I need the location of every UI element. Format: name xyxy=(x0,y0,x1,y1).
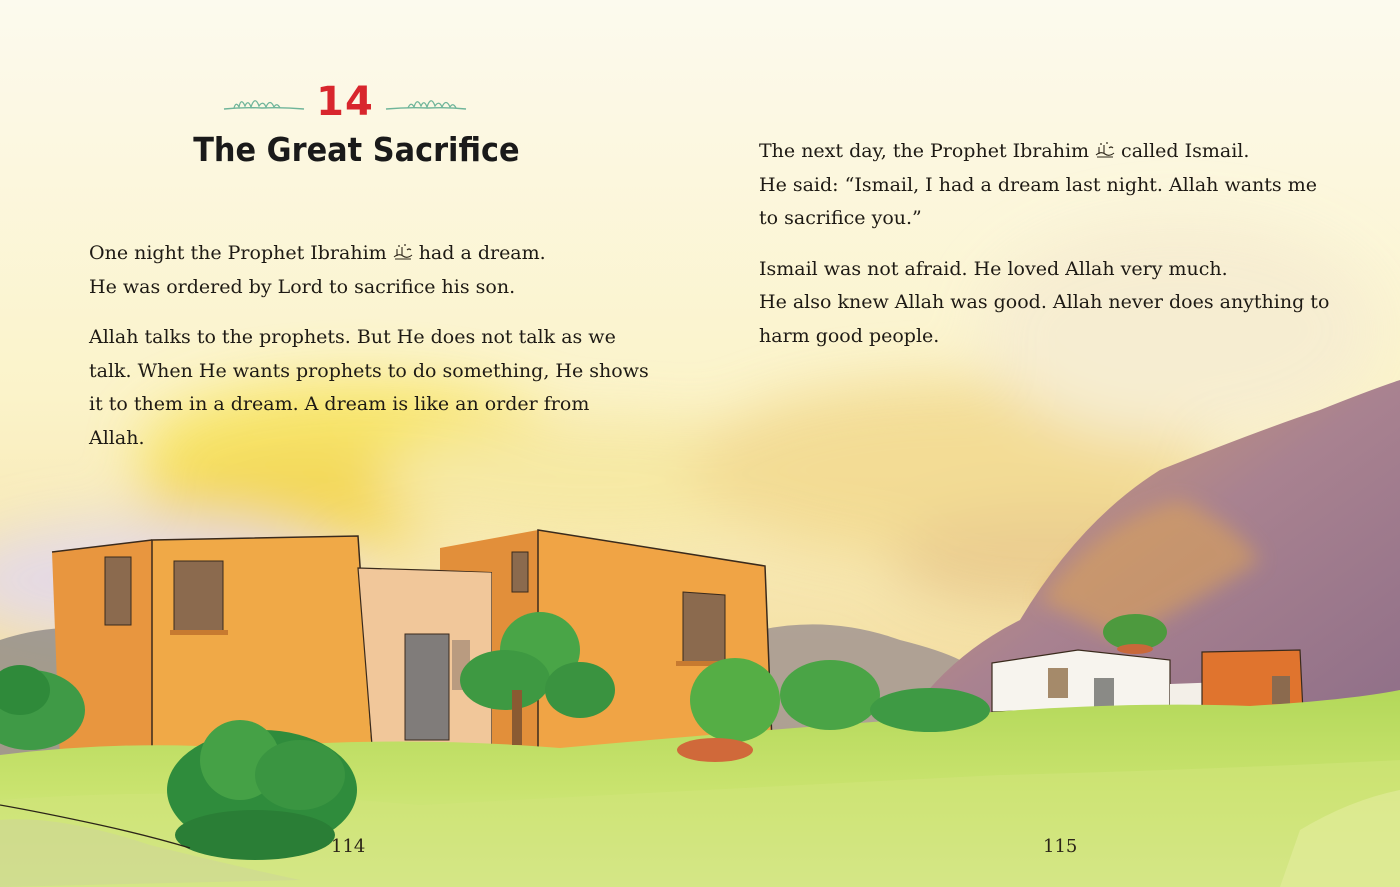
chapter-number: 14 xyxy=(316,79,374,125)
house-middle xyxy=(358,568,492,745)
paragraph: Ismail was not afraid. He loved Allah very much. He also knew Allah was good. Allah never does anything to harm good people. xyxy=(759,257,1330,347)
chapter-number-row xyxy=(180,80,510,124)
right-page-text xyxy=(759,135,1339,370)
arabic-honorific-calligraphy-icon xyxy=(391,242,415,262)
paragraph: Allah talks to the prophets. But He does not talk as we talk. When He wants prophets to do something, He shows it to them in a dream. A dream is like an order from Allah. xyxy=(89,326,649,449)
page-number-left: 114 xyxy=(331,836,366,857)
page-number-right: 115 xyxy=(1043,836,1078,857)
paragraph: The next day, the Prophet Ibrahim called Ismail. He said: “Ismail, I had a dream last night. Allah wants me to sacrifice you.” xyxy=(759,140,1317,229)
grass-tuft-right-icon xyxy=(384,91,468,113)
chapter-heading xyxy=(180,79,520,169)
paragraph: One night the Prophet Ibrahim had a dream. He was ordered by Lord to sacrifice his son. xyxy=(89,242,546,298)
left-page-text xyxy=(89,237,649,472)
grass-tuft-left-icon xyxy=(222,91,306,113)
house-left xyxy=(52,536,372,760)
chapter-title: The Great Sacrifice xyxy=(193,130,520,169)
arabic-honorific-calligraphy-icon xyxy=(1093,140,1117,160)
